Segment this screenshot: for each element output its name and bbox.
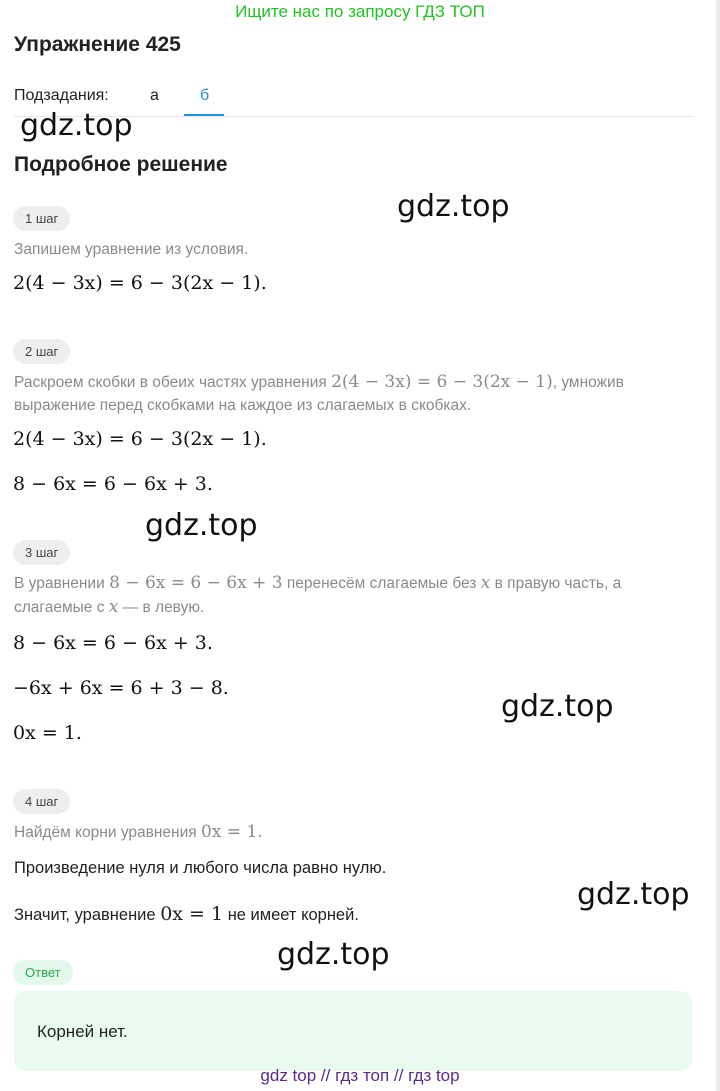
scrollbar[interactable] <box>716 0 720 1091</box>
step-badge: 4 шаг <box>13 789 70 814</box>
step-text-part: Найдём корни уравнения <box>14 824 197 841</box>
equation: 0x = 1. <box>13 722 82 744</box>
watermark: gdz.top <box>277 937 390 972</box>
step-text-part: В уравнении <box>14 575 105 592</box>
step-text-part: перенесём слагаемые без <box>286 575 477 592</box>
section-title: Подробное решение <box>14 153 228 176</box>
equation: −6x + 6x = 6 + 3 − 8. <box>13 677 229 699</box>
equation: 2(4 − 3x) = 6 − 3(2x − 1). <box>13 428 267 450</box>
step-text-part: Раскроем скобки в обеих частях уравнения <box>14 374 327 391</box>
explanation-line: Произведение нуля и любого числа равно нулю. <box>14 859 387 877</box>
footer-links[interactable]: gdz top // гдз топ // гдз top <box>260 1066 460 1085</box>
step-badge: 2 шаг <box>13 339 70 364</box>
answer-badge: Ответ <box>13 960 73 985</box>
step-text-part: слагаемые с <box>14 599 105 616</box>
step-text-line2: выражение перед скобками на каждое из слагаемых в скобках. <box>14 397 472 414</box>
equation: 8 − 6x = 6 − 6x + 3. <box>13 473 213 495</box>
watermark: gdz.top <box>145 508 258 543</box>
answer-text: Корней нет. <box>37 1022 128 1041</box>
inline-math: 2(4 − 3x) = 6 − 3(2x − 1) <box>331 372 553 392</box>
top-banner: Ищите нас по запросу ГДЗ ТОП <box>235 2 485 21</box>
page-title: Упражнение 425 <box>14 33 181 56</box>
inline-math: 0x = 1. <box>200 822 263 842</box>
step-text <box>14 370 624 395</box>
inline-math: 0x = 1 <box>160 903 224 925</box>
step-text: Запишем уравнение из условия. <box>14 241 249 258</box>
subtask-tab-b[interactable]: б <box>200 87 210 104</box>
subtask-tab-a[interactable]: а <box>150 87 159 104</box>
equation: 8 − 6x = 6 − 6x + 3. <box>13 632 213 654</box>
text-part: Значит, уравнение <box>14 906 156 924</box>
step-text-part: , умножив <box>552 374 624 391</box>
text-part: не имеет корней. <box>227 906 359 924</box>
watermark: gdz.top <box>577 877 690 912</box>
inline-math: 8 − 6x = 6 − 6x + 3 <box>109 573 283 593</box>
watermark: gdz.top <box>501 689 614 724</box>
equation: 2(4 − 3x) = 6 − 3(2x − 1). <box>13 272 267 294</box>
subtasks-label: Подзадания: <box>14 87 109 104</box>
inline-var: x <box>480 573 491 593</box>
step-text-line2 <box>14 595 204 620</box>
inline-var: x <box>108 597 119 617</box>
step-text <box>14 571 621 596</box>
watermark: gdz.top <box>20 108 133 143</box>
explanation-line <box>14 903 359 925</box>
watermark: gdz.top <box>397 189 510 224</box>
step-badge: 3 шаг <box>13 540 70 565</box>
step-text <box>14 820 263 845</box>
step-text-part: в правую часть, а <box>494 575 622 592</box>
step-badge: 1 шаг <box>13 206 70 231</box>
step-text-part: — в левую. <box>122 599 205 616</box>
